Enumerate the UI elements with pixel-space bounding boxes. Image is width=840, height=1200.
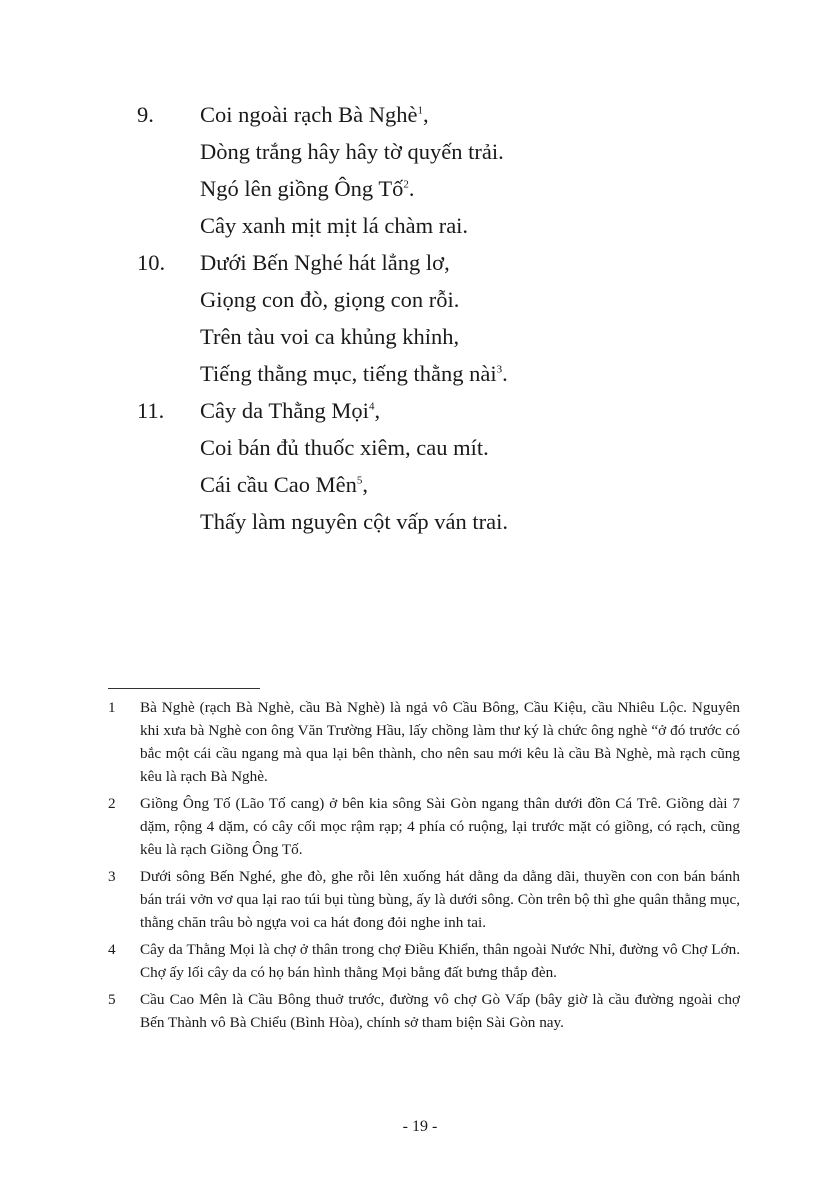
line-text: Coi bán đủ thuốc xiêm, cau mít. — [200, 435, 489, 460]
poem-line — [200, 437, 489, 460]
footnote — [108, 865, 740, 934]
footnotes — [108, 696, 740, 1038]
line-text: Giọng con đò, giọng con rỗi. — [200, 287, 460, 312]
footnote-divider — [108, 688, 260, 689]
footnote-ref: 1 — [417, 104, 423, 117]
footnote — [108, 792, 740, 861]
footnote — [108, 988, 740, 1034]
line-text: Coi ngoài rạch Bà Nghè — [200, 102, 418, 127]
footnote-ref: 3 — [496, 363, 503, 376]
poem-line — [200, 104, 429, 127]
footnote — [108, 696, 740, 788]
footnote-ref: 4 — [368, 400, 375, 413]
poem-line — [200, 474, 368, 497]
footnote-ref: 2 — [403, 178, 409, 191]
footnote-number: 2 — [108, 795, 116, 812]
footnote-text: Cầu Cao Mên là Cầu Bông thuở trước, đường vô chợ Gò Vấp (bây giờ là cầu đường ngoài chợ Bến Thành vô Bà Chiểu (Bình Hòa), chính sở tham biện Sài Gòn nay. — [140, 991, 740, 1031]
footnote-text: Bà Nghè (rạch Bà Nghè, cầu Bà Nghè) là ngả vô Cầu Bông, Cầu Kiệu, cầu Nhiêu Lộc. Nguyên khi xưa bà Nghè con ông Văn Trường Hầu, lấy chồng làm thư ký là chức ông nghè “ở đó trước có bắc một cái cầu ngang mà qua lại bên thành, cho nên sau mới kêu là cầu Bà Nghè, mà rạch cũng kêu là rạch Bà Nghè. — [140, 699, 740, 785]
footnote-text: Dưới sông Bến Nghé, ghe đò, ghe rỗi lên xuống hát dằng da dằng dãi, thuyền con con bán bánh bán trái vởn vơ qua lại rao túi bụi tùng bùng, ấy là dưới sông. Còn trên bộ thì ghe quân thằng mục, thằng chăn trâu bò ngựa voi ca hát đong đỏi nghe inh tai. — [140, 868, 740, 931]
footnote-number: 1 — [108, 699, 116, 716]
line-text: Dưới Bến Nghé hát lẳng lơ, — [200, 250, 450, 275]
line-tail: , — [362, 472, 368, 497]
line-text: Tiếng thằng mục, tiếng thằng nài — [200, 361, 497, 386]
line-text: Ngó lên giồng Ông Tố — [200, 176, 404, 201]
footnote-number: 4 — [108, 941, 116, 958]
line-text: Cây xanh mịt mịt lá chàm rai. — [200, 213, 469, 238]
footnote-text: Giồng Ông Tố (Lão Tố cang) ở bên kia sông Sài Gòn ngang thân dưới đồn Cá Trê. Giồng dài 7 dặm, rộng 4 dặm, có cây cối mọc rậm rạp; 4 phía có ruộng, lại trước mặt có giồng, có rạch, cũng kêu là rạch Giồng Ông Tố. — [140, 795, 740, 858]
line-tail: . — [408, 176, 415, 201]
line-tail: , — [422, 102, 429, 127]
poem-line — [200, 289, 459, 312]
line-text: Cây da Thằng Mọi — [200, 398, 369, 423]
footnote — [108, 938, 740, 984]
stanza-number: 10. — [137, 250, 166, 275]
poem-line — [200, 511, 508, 534]
footnote-text: Cây da Thằng Mọi là chợ ở thân trong chợ Điều Khiển, thân ngoài Nước Nhỉ, đường vô Chợ Lớn. Chợ ấy lối cây da có họ bán hình thằng Mọi bằng đất bưng thắp đèn. — [140, 941, 740, 981]
poem-line — [200, 252, 450, 275]
line-text: Thấy làm nguyên cột vấp ván trai. — [200, 509, 509, 534]
poem-line — [200, 178, 414, 201]
page-number: - 19 - — [402, 1118, 438, 1135]
poem-line — [200, 326, 459, 349]
line-text: Dòng trắng hây hây tờ quyến trải. — [200, 139, 504, 164]
line-text: Cái cầu Cao Mên — [200, 472, 357, 497]
stanza-number: 9. — [137, 102, 154, 127]
stanza-number: 11. — [137, 398, 165, 423]
poem-line — [200, 363, 508, 386]
footnote-number: 3 — [108, 868, 116, 885]
poem-line — [200, 400, 380, 423]
footnote-number: 5 — [108, 991, 116, 1008]
line-tail: , — [374, 398, 381, 423]
poem-line — [200, 215, 468, 238]
footnote-ref: 5 — [356, 474, 363, 487]
line-tail: . — [502, 361, 508, 386]
line-text: Trên tàu voi ca khủng khỉnh, — [200, 324, 460, 349]
poem-line — [200, 141, 504, 164]
